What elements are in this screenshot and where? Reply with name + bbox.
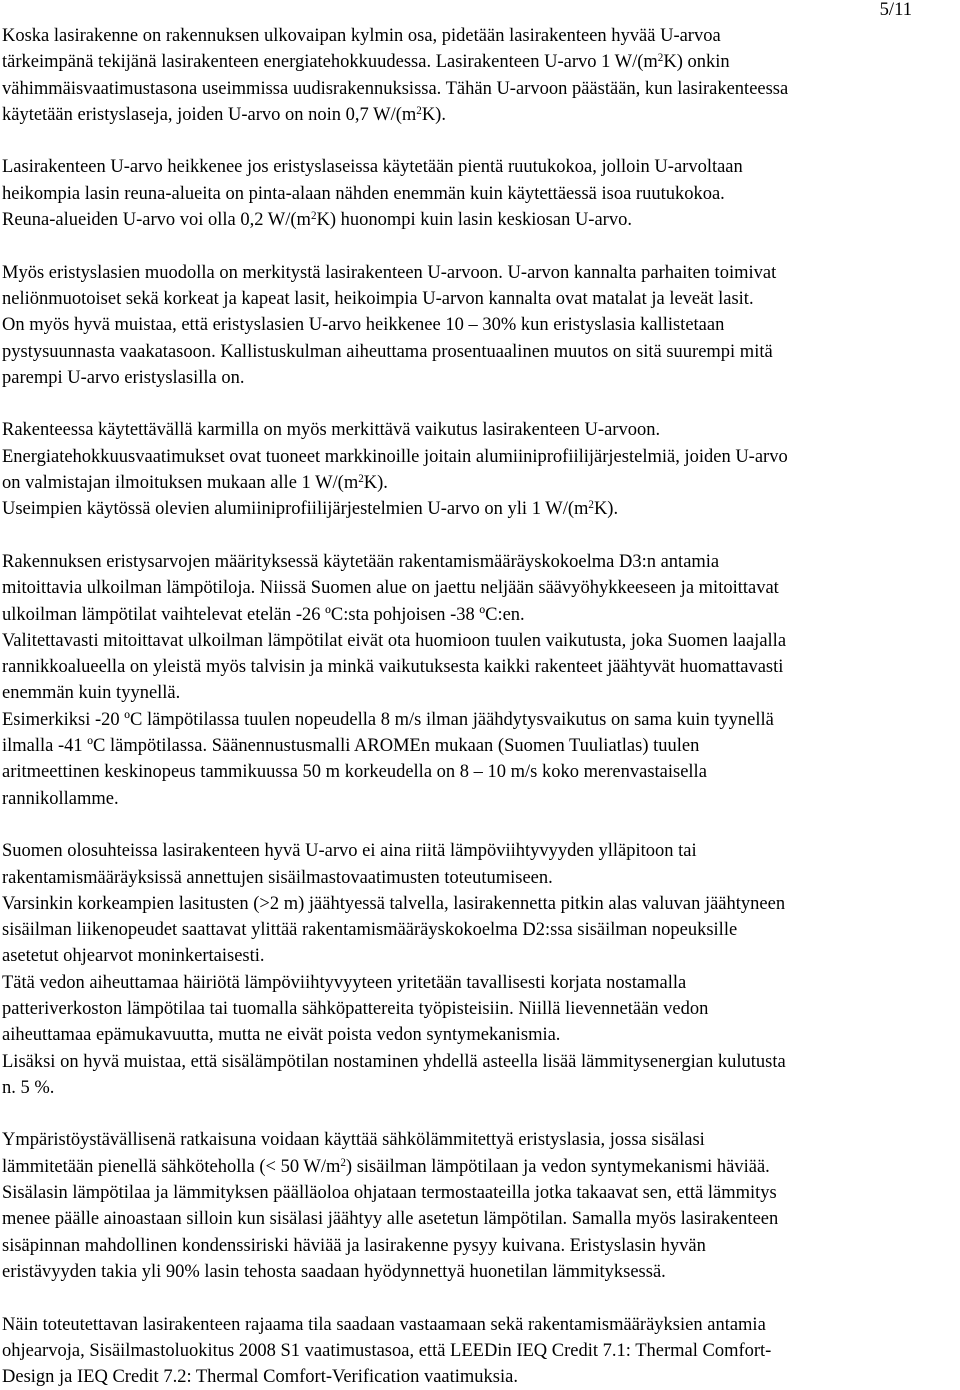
text-line: rannikollamme. bbox=[2, 788, 119, 809]
text-line: Rakennuksen eristysarvojen määrityksessä käytetään rakentamismääräyskokoelma D3:n antamia bbox=[2, 551, 720, 572]
text-line: pystysuunnasta vaakatasoon. Kallistuskulman aiheuttama prosentuaalinen muutos on sitä suurempi mitä bbox=[2, 341, 773, 362]
text-line: Rakenteessa käytettävällä karmilla on myös merkittävä vaikutus lasirakenteen U-arvoon. bbox=[2, 420, 661, 441]
text-line: eristävyyden takia yli 90% lasin tehosta saadaan hyödynnettyä huonetilan lämmityksessä. bbox=[2, 1261, 666, 1282]
text-line: Esimerkiksi -20 ºC lämpötilassa tuulen nopeudella 8 m/s ilman jäähdytysvaikutus on sama kuin tyynellä bbox=[2, 709, 774, 730]
text-line: aiheuttamaa epämukavuutta, mutta ne eivät poista vedon syntymekanismia. bbox=[2, 1025, 561, 1046]
text-line: ilmalla -41 ºC lämpötilassa. Säänennustusmalli AROMEn mukaan (Suomen Tuuliatlas) tuulen bbox=[2, 736, 700, 757]
text-line: Design ja IEQ Credit 7.2: Thermal Comfort-Verification vaatimuksia. bbox=[2, 1367, 518, 1388]
text-line: Varsinkin korkeampien lasitusten (>2 m) jäähtyessä talvella, lasirakennetta pitkin alas valuvan jäähtyneen bbox=[2, 893, 786, 914]
text-line: ulkoilman lämpötilat vaihtelevat etelän -26 ºC:sta pohjoisen -38 ºC:en. bbox=[2, 604, 525, 625]
text-line: rakentamismääräyksissä annettujen sisäilmastovaatimusten toteutumiseen. bbox=[2, 867, 553, 888]
text-line: Lasirakenteen U-arvo heikkenee jos eristyslaseissa käytetään pientä ruutukokoa, jolloin U-arvoltaan bbox=[2, 157, 743, 178]
text-line: on valmistajan ilmoituksen mukaan alle 1 $W/(m^2K)$. bbox=[2, 472, 388, 494]
text-line: asetetut ohjearvot moninkertaisesti. bbox=[2, 946, 265, 967]
text-line: ohjearvoja, Sisäilmastoluokitus 2008 S1 vaatimustasoa, että LEEDin IEQ Credit 7.1: Thermal Comfort- bbox=[2, 1340, 772, 1361]
text-line: neliönmuotoiset sekä korkeat ja kapeat lasit, heikoimpia U-arvon kannalta ovat matalat ja leveät lasit. bbox=[2, 288, 754, 309]
text-line: Reuna-alueiden U-arvo voi olla 0,2 $W/(m^2K)$ huonompi kuin lasin keskiosan U-arvo. bbox=[2, 209, 632, 231]
text-line: käytetään eristyslaseja, joiden U-arvo on noin 0,7 $W/(m^2K)$. bbox=[2, 104, 446, 125]
text-line: On myös hyvä muistaa, että eristyslasien U-arvo heikkenee 10 – 30% kun eristyslasia kallistetaan bbox=[2, 315, 725, 336]
text-line: Tätä vedon aiheuttamaa häiriötä lämpöviihtyvyyteen yritetään tavallisesti korjata nostamalla bbox=[2, 972, 687, 993]
text-line: Energiatehokkuusvaatimukset ovat tuoneet markkinoille joitain alumiiniprofiilijärjestelmiä, joiden U-arvo bbox=[2, 446, 788, 467]
text-line: Suomen olosuhteissa lasirakenteen hyvä U-arvo ei aina riitä lämpöviihtyvyyden ylläpitoon tai bbox=[2, 841, 697, 862]
text-line: Koska lasirakenne on rakennuksen ulkovaipan kylmin osa, pidetään lasirakenteen hyvää U-arvoa bbox=[2, 26, 721, 46]
text-line: Myös eristyslasien muodolla on merkitystä lasirakenteen U-arvoon. U-arvon kannalta parhaiten toimivat bbox=[2, 262, 777, 283]
paragraph bbox=[2, 549, 958, 812]
text-line: tärkeimpänä tekijänä lasirakenteen energiatehokkuudessa. Lasirakenteen U-arvo 1 $W/(m^2K)$ onkin bbox=[2, 52, 730, 73]
text-line: n. 5 %. bbox=[2, 1077, 55, 1098]
text-line: Useimpien käytössä olevien alumiiniprofiilijärjestelmien U-arvo on yli 1 $W/(m^2K)$. bbox=[2, 499, 619, 520]
text-line: sisäpinnan mahdollinen kondenssiriski häviää ja lasirakenne pysyy kuivana. Eristyslasin hyvän bbox=[2, 1235, 706, 1256]
text-line: rannikkoalueella on yleistä myös talvisin ja minkä vaikutuksesta kaikki rakenteet jäähtyvät huomattavasti bbox=[2, 657, 784, 678]
text-line: Valitettavasti mitoittavat ulkoilman lämpötilat eivät ota huomioon tuulen vaikutusta, joka Suomen laajalla bbox=[2, 630, 787, 651]
text-line: enemmän kuin tyynellä. bbox=[2, 683, 181, 704]
text-line: parempi U-arvo eristyslasilla on. bbox=[2, 367, 245, 388]
text-line: menee päälle ainoastaan silloin kun sisälasi jäähtyy alle asetetun lämpötilan. Samalla myös lasirakenteen bbox=[2, 1209, 779, 1230]
text-line: heikompia lasin reuna-alueita on pinta-alaan nähden enemmän kuin käytettäessä isoa ruutukokoa. bbox=[2, 183, 725, 204]
paragraph bbox=[2, 417, 958, 522]
paragraph bbox=[2, 838, 958, 1101]
text-line: Lisäksi on hyvä muistaa, että sisälämpötilan nostaminen yhdellä asteella lisää lämmitysenergian kulutusta bbox=[2, 1051, 786, 1072]
paragraph bbox=[2, 1312, 958, 1390]
paragraph bbox=[2, 1127, 958, 1285]
paragraph bbox=[2, 154, 958, 233]
text-line: Sisälasin lämpötilaa ja lämmityksen päälläoloa ohjataan termostaateilla jotka takaavat sen, että lämmitys bbox=[2, 1183, 777, 1204]
text-line: Ympäristöystävällisenä ratkaisuna voidaan käyttää sähkölämmitettyä eristyslasia, jossa sisälasi bbox=[2, 1130, 705, 1151]
text-line: Näin toteutettavan lasirakenteen rajaama tila saadaan vastaamaan sekä rakentamismääräyksien antamia bbox=[2, 1314, 766, 1335]
document-body bbox=[2, 23, 958, 1390]
text-line: mitoittavia ulkoilman lämpötiloja. Niissä Suomen alue on jaettu neljään säävyöhykkeeseen ja mitoittavat bbox=[2, 578, 779, 599]
text-line: patteriverkoston lämpötilaa tai tuomalla sähköpattereita työpisteisiin. Niillä lievennetään vedon bbox=[2, 998, 709, 1019]
text-line: lämmitetään pienellä sähköteholla (< 50 $W/m^2$) sisäilman lämpötilaan ja vedon syntymekanismi häviää. bbox=[2, 1156, 770, 1177]
text-line: vähimmäisvaatimustasona useimmissa uudisrakennuksissa. Tähän U-arvoon päästään, kun lasirakenteessa bbox=[2, 78, 789, 99]
paragraph bbox=[2, 260, 958, 391]
paragraph bbox=[2, 23, 958, 128]
page-number: 5/11 bbox=[879, 0, 912, 20]
text-line: sisäilman liikenopeudet saattavat ylittää rakentamismääräyskokoelma D2:ssa sisäilman nopeuksille bbox=[2, 920, 738, 941]
text-line: aritmeettinen keskinopeus tammikuussa 50 m korkeudella on 8 – 10 m/s koko merenvastaisella bbox=[2, 762, 707, 783]
